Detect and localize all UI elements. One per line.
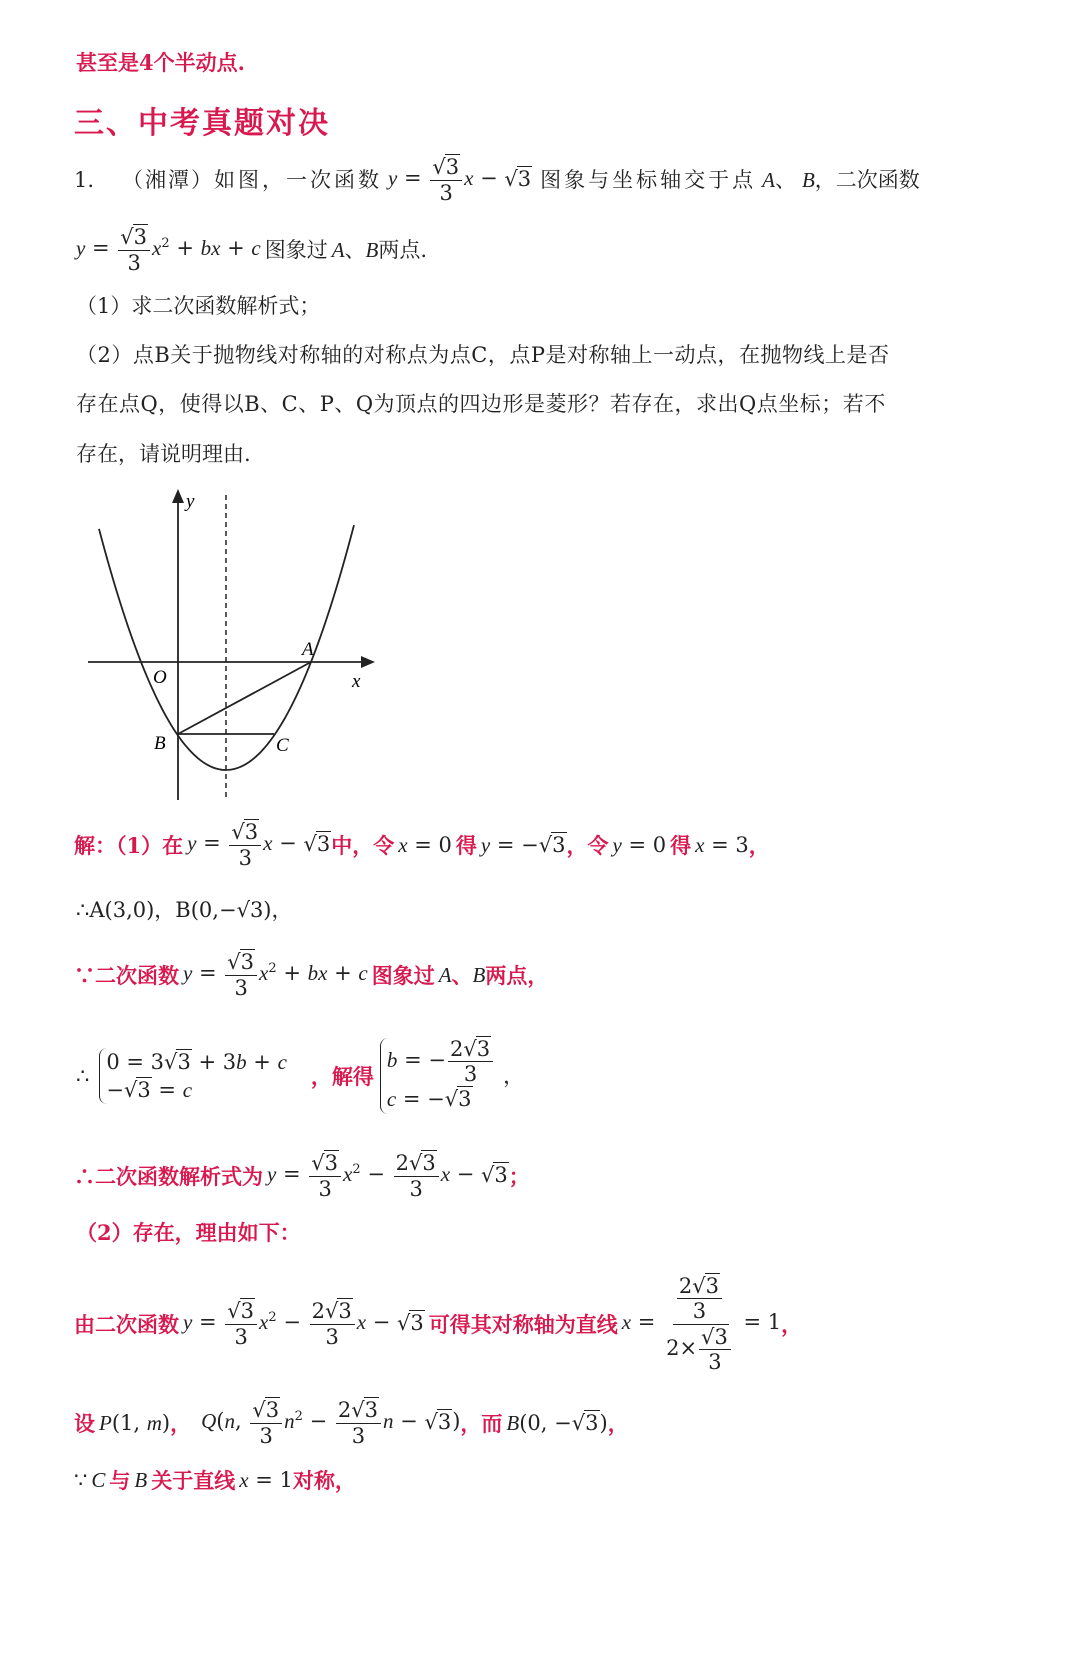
solution-eq-1: y = $\frac{√3}{3}$ x − √3 — [187, 820, 331, 870]
solution-s5-pre: ∴二次函数解析式为 — [74, 1163, 263, 1189]
problem-intro: 如图，一次函数 — [214, 167, 383, 192]
solution-sep: ，令 — [566, 832, 609, 858]
segment-ab — [178, 662, 311, 734]
solution-line-3: ∵二次函数 y = $\frac{√3}{3}$ $x^2$ + bx + c 图象过 A 、 B 两点， — [74, 950, 549, 1000]
solution-eq-3: y = $\frac{√3}{3}$ $x^2$ + bx + c — [183, 950, 368, 1000]
solution-s9-mid2: 关于直线 — [151, 1468, 236, 1493]
quadratic-again: y = $\frac{√3}{3}$ $x^2$ − $\frac{2√3}{3}$ x − √3 — [183, 1299, 424, 1349]
quadratic-function: y = $\frac{√3}{3}$ $x^2$ + bx + c — [76, 225, 261, 275]
solution-line-1: 解：（1）在 y = $\frac{√3}{3}$ x − √3 中，令 x = 0 得 y = −√3 ，令 y = 0 得 x = 3 ， — [74, 820, 770, 870]
solution-mid: 中，令 — [331, 832, 395, 858]
solution-line-7: 由二次函数 y = $\frac{√3}{3}$ $x^2$ − $\frac{2√3}{3}$ x − √3 可得其对称轴为直线 x = $\frac{2√3}{3}$ 2× $\frac{√3}{3}$ = 1 ， — [74, 1274, 803, 1374]
equation-system: 0 = 3√3 + 3b + c −√3 = c — [99, 1048, 287, 1105]
solution-line-8: 设 P(1, m) ， Q(n, $\frac{√3}{3}$ $n^2$ − $\frac{2√3}{3}$ n − √3) ， 而 B(0, −√3) ， — [74, 1398, 629, 1448]
solution-line-4: ∴ 0 = 3√3 + 3b + c −√3 = c ，解得 b = − $\frac{2√3}{3}$ c = −√3 ， — [76, 1030, 524, 1122]
solution-s9-mid: 与 — [109, 1468, 131, 1493]
problem-line-1: 1. （湘潭） 如图，一次函数 y = $\frac{√3}{3}$ x − √3 图象与坐标轴交于点 A 、 B ，二次函数 — [74, 155, 920, 205]
solution-line-2: ∴A(3,0)，B(0,−√3)， — [76, 898, 293, 922]
x-axis-arrow — [361, 656, 375, 668]
solution-lead: 解：（1）在 — [74, 832, 184, 858]
part-2-line-2: 存在点Q，使得以B、C、P、Q为顶点的四边形是菱形？若存在，求出Q点坐标；若不 — [76, 392, 886, 416]
solution-system: b = − $\frac{2√3}{3}$ c = −√3 — [380, 1038, 495, 1113]
point-c-label: C — [276, 735, 289, 756]
parabola-figure — [70, 485, 400, 810]
solution-line-5: ∴二次函数解析式为 y = $\frac{√3}{3}$ $x^2$ − $\frac{2√3}{3}$ x − √3 ； — [74, 1151, 530, 1201]
solution-s9-end: 对称， — [292, 1468, 356, 1493]
solution-s3-post: 图象过 — [371, 962, 435, 988]
problem-line-2: y = $\frac{√3}{3}$ $x^2$ + bx + c 图象过 A 、 B 两点. — [76, 225, 428, 275]
intro-line: 甚至是4个半动点. — [76, 50, 245, 75]
x-axis-label: x — [352, 671, 361, 692]
part-1: （1）求二次函数解析式； — [76, 294, 321, 318]
part-2-line-1: （2）点B关于抛物线对称轴的对称点为点C，点P是对称轴上一动点，在抛物线上是否 — [76, 343, 890, 367]
point-a-label: A — [302, 639, 314, 660]
solution-s8-pre: 设 — [74, 1410, 95, 1436]
solution-s7-pre: 由二次函数 — [74, 1311, 179, 1337]
solution-line-9: ∵ C 与 B 关于直线 x = 1 对称， — [74, 1468, 356, 1493]
solution-s3-end: 两点， — [485, 962, 549, 988]
problem-number: 1. — [74, 167, 95, 192]
linear-function: y = $\frac{√3}{3}$ x − √3 — [388, 155, 532, 205]
part-2-line-3: 存在，请说明理由. — [76, 442, 251, 466]
point-q-expression: Q(n, $\frac{√3}{3}$ $n^2$ − $\frac{2√3}{3}$ n − √3) — [201, 1398, 461, 1448]
solve-text: ，解得 — [310, 1063, 374, 1089]
symmetry-axis-formula: x = $\frac{2√3}{3}$ 2× $\frac{√3}{3}$ = 1 — [621, 1274, 782, 1374]
solution-s8-mid: 而 — [481, 1410, 503, 1436]
solution-s9-pre: ∵ — [74, 1468, 88, 1492]
y-axis-label: y — [186, 491, 195, 512]
solution-get-2: 得 — [670, 832, 692, 858]
two-points-text: 两点. — [378, 237, 428, 262]
origin-label: O — [153, 667, 167, 688]
solution-get-1: 得 — [455, 832, 477, 858]
solution-line-6: （2）存在，理由如下： — [76, 1220, 301, 1245]
final-quadratic: y = $\frac{√3}{3}$ $x^2$ − $\frac{2√3}{3}$ x − √3 — [267, 1151, 508, 1201]
section-heading: 三、中考真题对决 — [74, 106, 330, 141]
problem-source: （湘潭） — [122, 167, 215, 192]
y-axis-arrow — [172, 489, 184, 503]
problem-line1-post: 图象与坐标轴交于点 — [540, 167, 757, 192]
point-b-label: B — [154, 733, 166, 754]
problem-line2-post: 图象过 — [264, 237, 328, 262]
solution-s3-pre: ∵二次函数 — [74, 962, 179, 988]
solution-s7-mid: 可得其对称轴为直线 — [428, 1311, 618, 1337]
